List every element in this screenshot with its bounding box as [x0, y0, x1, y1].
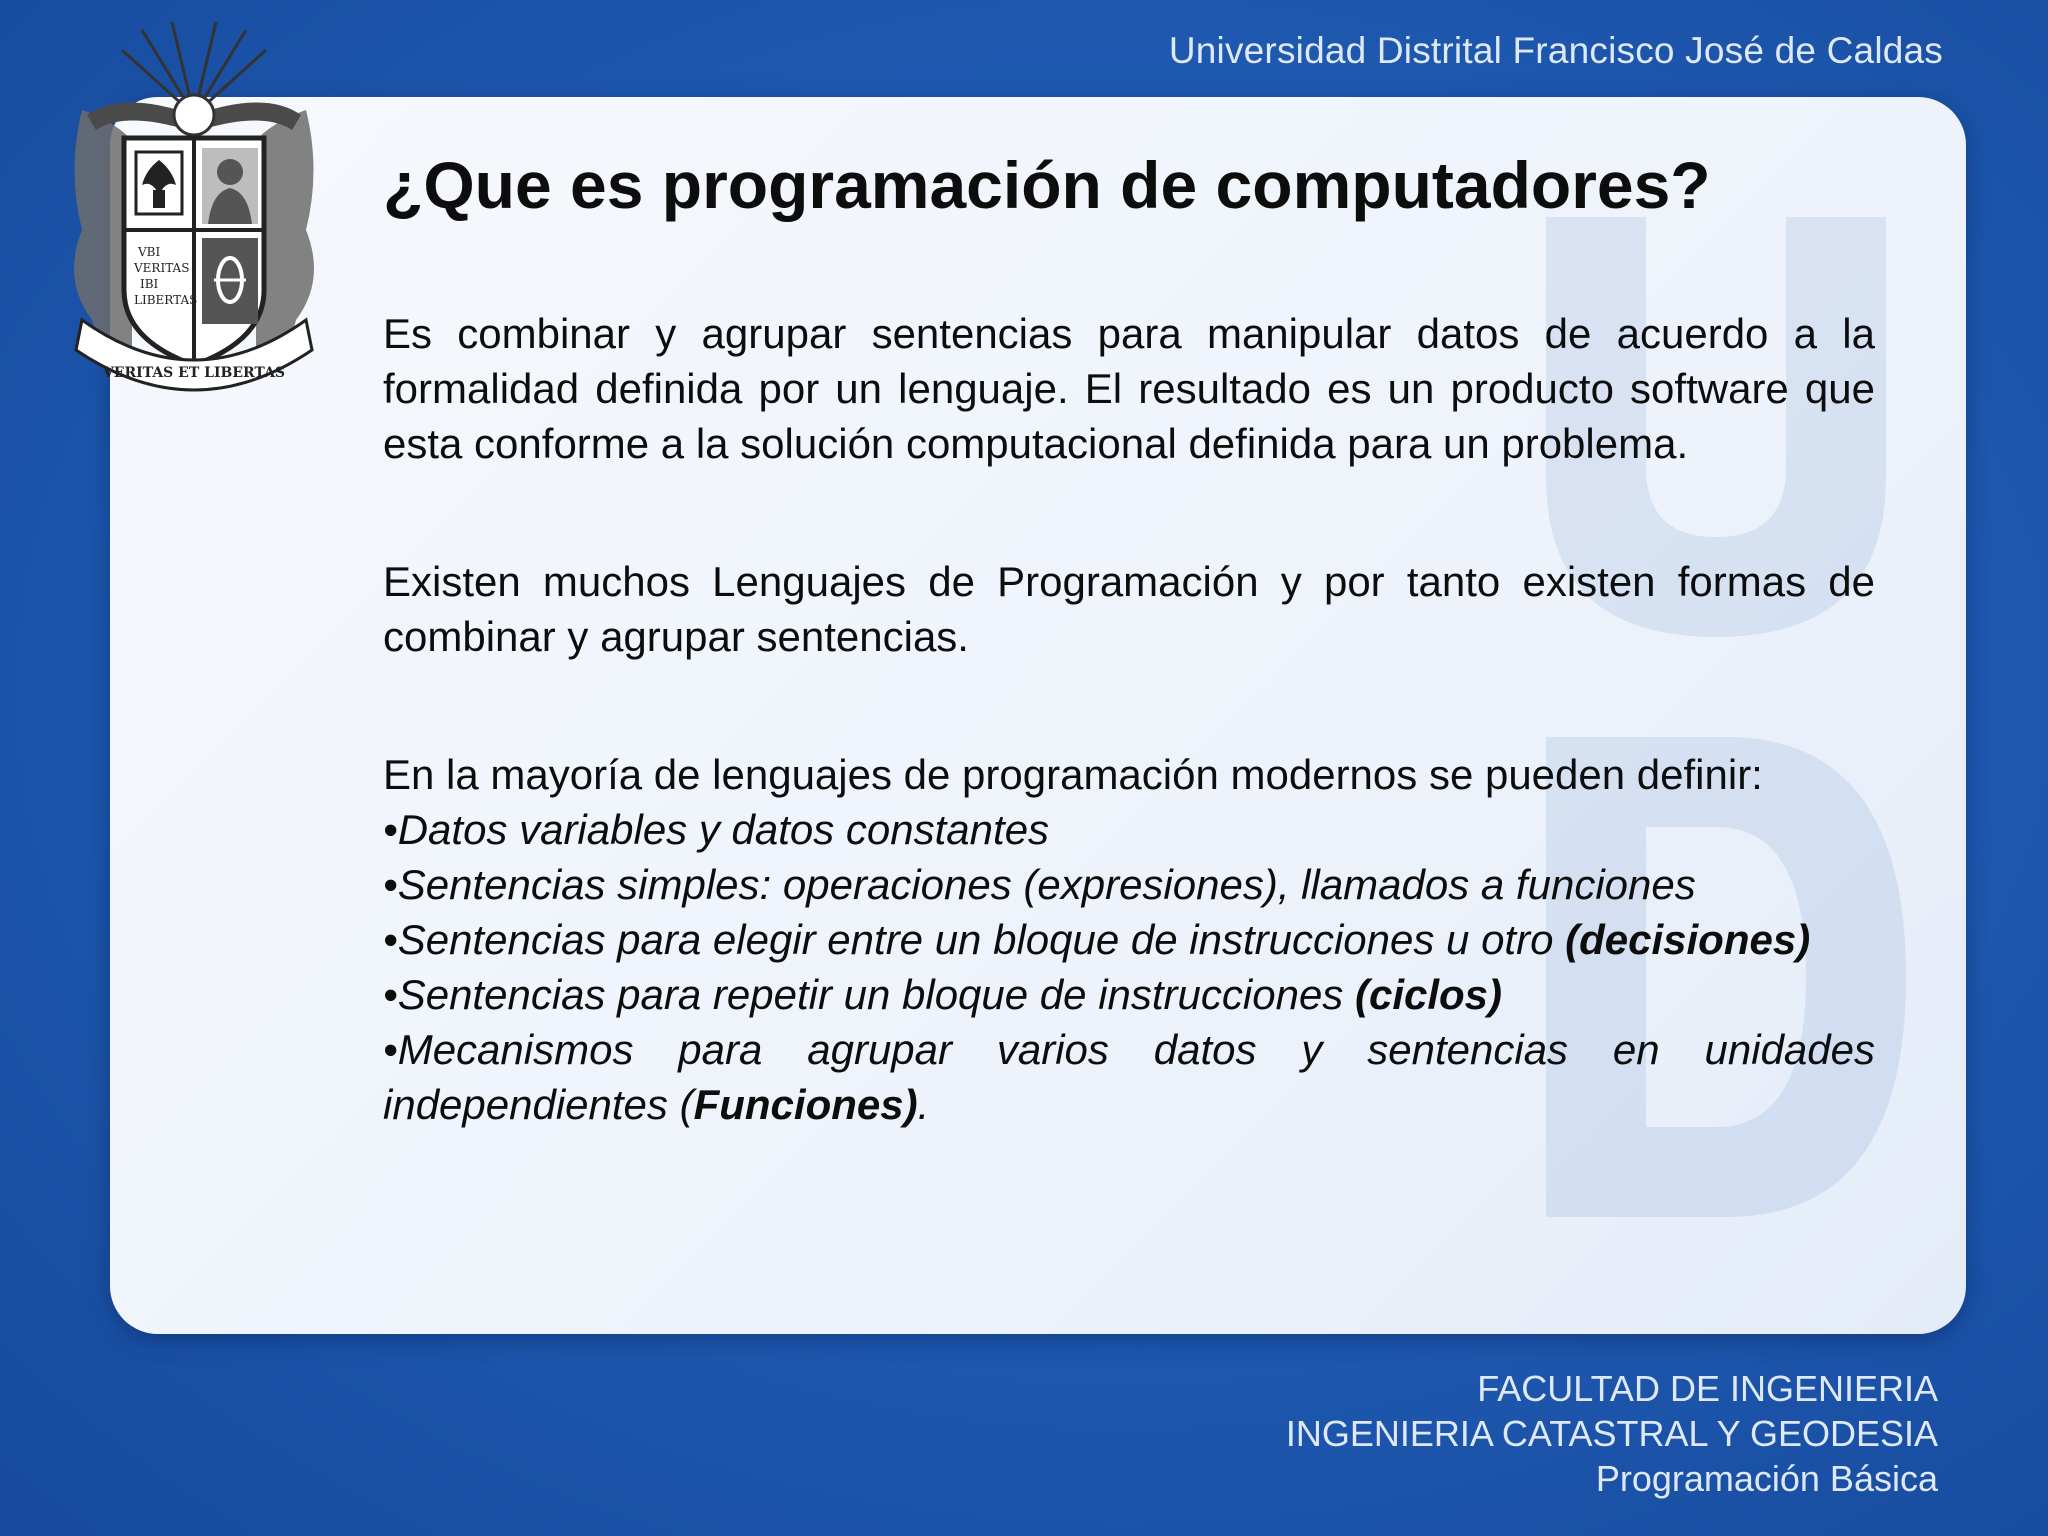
paragraph-modern-languages: En la mayoría de lenguajes de programación modernos se pueden definir: [383, 750, 1763, 798]
feature-list [383, 802, 1875, 1132]
footer [1286, 1366, 1938, 1501]
slide-text [383, 148, 1875, 1132]
program-name: INGENIERIA CATASTRAL Y GEODESIA [1285, 1413, 1938, 1454]
logo-motto-line-3: IBI [140, 277, 159, 291]
logo-motto-line-2: VERITAS [134, 261, 190, 275]
institution-name: Universidad Distrital Francisco José de Caldas [1168, 30, 1943, 71]
course-name: Programación Básica [1595, 1458, 1938, 1499]
paragraph-definition: Es combinar y agrupar sentencias para manipular datos de acuerdo a la formalidad definida por un lenguaje. El resultado es un producto software que esta conforme a la solución computacional definida para un problema. [383, 309, 1875, 467]
list-item: •Sentencias simples: operaciones (expresiones), llamados a funciones [383, 860, 1696, 908]
list-item: •Datos variables y datos constantes [383, 805, 1050, 853]
list-item: •Sentencias para repetir un bloque de instrucciones (ciclos) [383, 970, 1503, 1018]
university-coat-of-arms-icon [62, 20, 326, 425]
logo-motto-line-1: VBI [138, 245, 161, 259]
paragraph-languages: Existen muchos Lenguajes de Programación y por tanto existen formas de combinar y agrupar sentencias. [383, 557, 1875, 660]
list-item: •Mecanismos para agrupar varios datos y sentencias en unidades independientes (Funciones). [383, 1025, 1875, 1128]
list-item: •Sentencias para elegir entre un bloque de instrucciones u otro (decisiones) [383, 915, 1811, 963]
page-title: ¿Que es programación de computadores? [383, 148, 1711, 222]
logo-ribbon-text: VERITAS ET LIBERTAS [102, 365, 286, 381]
logo-motto-line-4: LIBERTAS [134, 293, 198, 307]
faculty-name: FACULTAD DE INGENIERIA [1477, 1368, 1938, 1409]
